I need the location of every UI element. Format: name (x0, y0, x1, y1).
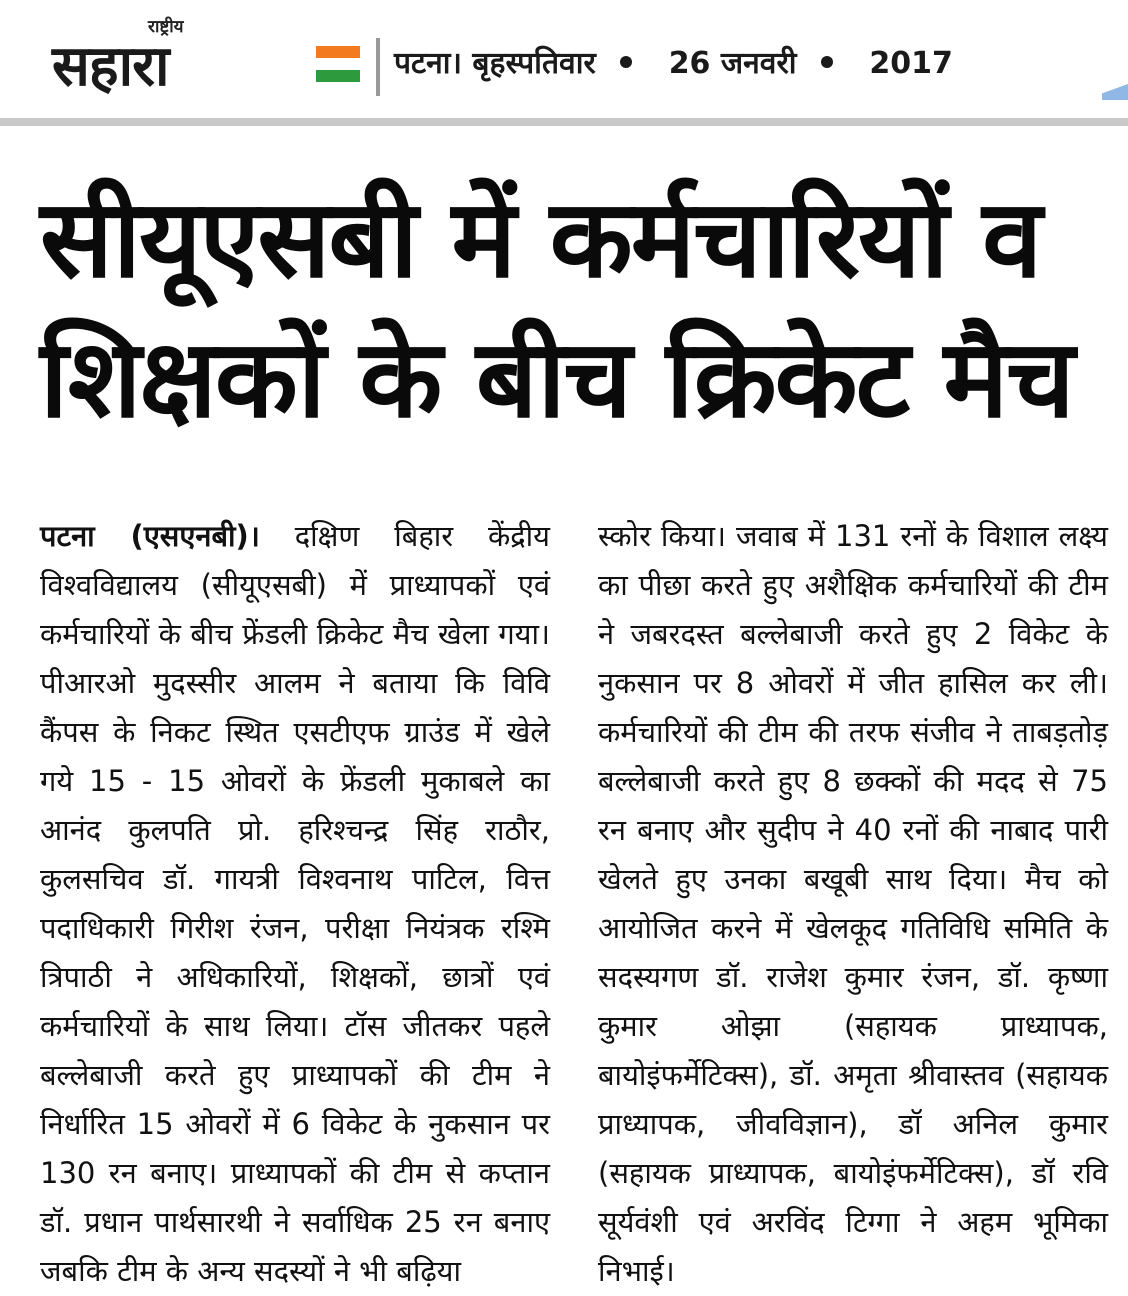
headline-line-2: शिक्षकों के बीच क्रिकेट मैच (40, 317, 1073, 442)
flag-icon (316, 46, 360, 82)
flag-band-white (316, 58, 360, 70)
masthead (0, 0, 1128, 118)
masthead-rule (0, 118, 1128, 126)
edition-year: 2017 (869, 46, 953, 81)
article-dateline: पटना (एसएनबी)। (40, 519, 260, 553)
article-column-1 (40, 512, 550, 1288)
edition-date: 26 जनवरी (668, 46, 797, 81)
brand-tagline: राष्ट्रीय (148, 17, 184, 37)
corner-decoration (1102, 80, 1128, 100)
edition-dateline (394, 44, 953, 84)
article-column-2-text: स्कोर किया। जवाब में 131 रनों के विशाल लक्ष्य का पीछा करते हुए अशैक्षिक कर्मचारियों की टीम ने जबरदस्त बल्लेबाजी करते हुए 2 विकेट के नुकसान पर 8 ओवरों में जीत हासिल कर ली। कर्मचारियों की टीम की तरफ संजीव ने ताबड़तोड़ बल्लेबाजी करते हुए 8 छक्कों की मदद से 75 रन बनाए और सुदीप ने 40 रनों की नाबाद पारी खेलते हुए उनका बखूबी साथ दिया। मैच को आयोजित करने में खेलकूद गतिविधि समिति के सदस्यगण डॉ. राजेश कुमार रंजन, डॉ. कृष्णा कुमार ओझा (सहायक प्राध्यापक, बायोइंफर्मेटिक्स), डॉ. अमृता श्रीवास्तव (सहायक प्राध्यापक, जीवविज्ञान), डॉ अनिल कुमार (सहायक प्राध्यापक, बायोइंफर्मेटिक्स), डॉ रवि सूर्यवंशी एवं अरविंद टिग्गा ने अहम भूमिका निभाई। (598, 519, 1108, 1288)
bullet-icon (620, 56, 632, 68)
edition-day: बृहस्पतिवार (472, 46, 596, 81)
brand-logo-text: सहारा (52, 34, 169, 99)
headline-line-1: सीयूएसबी में कर्मचारियों व (40, 177, 1041, 302)
headline (40, 170, 1110, 450)
bullet-icon (821, 56, 833, 68)
flag-band-green (316, 70, 360, 82)
article-column-1-text: दक्षिण बिहार केंद्रीय विश्वविद्यालय (सीयूएसबी) में प्राध्यापकों एवं कर्मचारियों के बीच फ्रेंडली क्रिकेट मैच खेला गया। पीआरओ मुदस्सीर आलम ने बताया कि विवि कैंपस के निकट स्थित एसटीएफ ग्राउंड में खेले गये 15 - 15 ओवरों के फ्रेंडली मुकाबले का आनंद कुलपति प्रो. हरिश्चन्द्र सिंह राठौर, कुलसचिव डॉ. गायत्री विश्वनाथ पाटिल, वित्त पदाधिकारी गिरीश रंजन, परीक्षा नियंत्रक रश्मि त्रिपाठी ने अधिकारियों, शिक्षकों, छात्रों एवं कर्मचारियों के साथ लिया। टॉस जीतकर पहले बल्लेबाजी करते हुए प्राध्यापकों की टीम ने निर्धारित 15 ओवरों में 6 विकेट के नुकसान पर 130 रन बनाए। प्राध्यापकों की टीम से कप्तान डॉ. प्रधान पार्थसारथी ने सर्वाधिक 25 रन बनाए जबकि टीम के अन्य सदस्यों ने भी बढ़िया (40, 519, 550, 1288)
article-column-2 (598, 512, 1108, 1288)
edition-city: पटना। (394, 46, 462, 81)
flag-band-saffron (316, 46, 360, 58)
article-body (40, 512, 1108, 1288)
masthead-divider (376, 38, 380, 96)
